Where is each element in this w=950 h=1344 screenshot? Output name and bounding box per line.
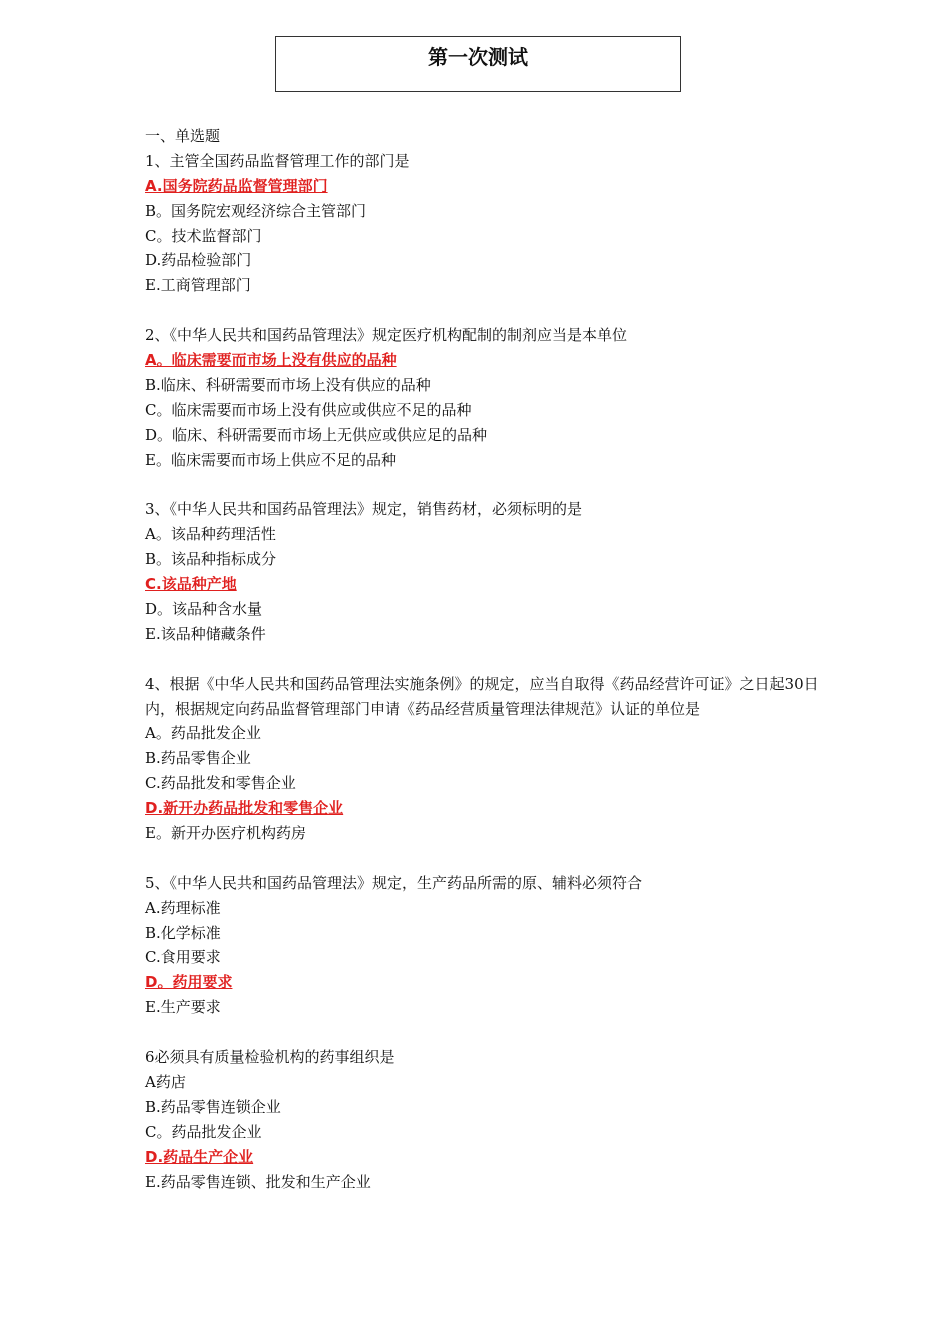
correct-answer-option: A。临床需要而市场上没有供应的品种 [145, 351, 397, 370]
answer-option: B.临床、科研需要而市场上没有供应的品种 [145, 375, 431, 394]
question-spacer [145, 473, 825, 498]
answer-option-row [145, 348, 825, 373]
answer-option: E.生产要求 [145, 998, 221, 1017]
question-spacer [145, 298, 825, 323]
section-heading: 一、单选题 [145, 127, 221, 145]
question-text: 3、《中华人民共和国药品管理法》规定，销售药材，必须标明的是 [145, 500, 583, 519]
correct-answer-option: D。药用要求 [145, 973, 233, 992]
question-block [145, 1045, 825, 1194]
answer-option: D。该品种含水量 [145, 599, 263, 618]
question-text: 6必须具有质量检验机构的药事组织是 [145, 1048, 395, 1067]
answer-option-row [145, 1145, 825, 1170]
answer-option-row [145, 796, 825, 821]
question-list [145, 149, 825, 1195]
question-block [145, 497, 825, 646]
page-title: 第一次测试 [428, 45, 528, 69]
answer-option-row [145, 970, 825, 995]
answer-option: B.药品零售连锁企业 [145, 1097, 281, 1116]
answer-option: E.药品零售连锁、批发和生产企业 [145, 1172, 371, 1191]
answer-option: A.药理标准 [145, 898, 221, 917]
answer-option: D.药品检验部门 [145, 251, 252, 270]
answer-option: A药店 [145, 1072, 186, 1091]
answer-option: D。临床、科研需要而市场上无供应或供应足的品种 [145, 425, 488, 444]
answer-option: E.该品种储藏条件 [145, 624, 266, 643]
question-text: 5、《中华人民共和国药品管理法》规定，生产药品所需的原、辅料必须符合 [145, 873, 643, 892]
answer-option: C.药品批发和零售企业 [145, 774, 296, 793]
question-block [145, 323, 825, 472]
correct-answer-option: C.该品种产地 [145, 575, 237, 594]
question-text: 1、主管全国药品监督管理工作的部门是 [145, 151, 410, 170]
question-block [145, 871, 825, 1020]
answer-option: E.工商管理部门 [145, 276, 251, 295]
answer-option: E。新开办医疗机构药房 [145, 824, 306, 843]
title-box [275, 36, 681, 92]
answer-option: C.食用要求 [145, 948, 221, 967]
answer-option: B。该品种指标成分 [145, 550, 277, 569]
quiz-content [145, 124, 825, 1194]
answer-option: C。药品批发企业 [145, 1122, 262, 1141]
question-text: 4、根据《中华人民共和国药品管理法实施条例》的规定，应当自取得《药品经营许可证》之日起30日内，根据规定向药品监督管理部门申请《药品经营质量管理法律规范》认证的单位是 [145, 674, 819, 718]
answer-option: B.化学标准 [145, 923, 221, 942]
question-spacer [145, 1020, 825, 1045]
answer-option: B.药品零售企业 [145, 749, 251, 768]
answer-option: C。技术监督部门 [145, 226, 262, 245]
answer-option-row [145, 174, 825, 199]
question-block [145, 149, 825, 298]
correct-answer-option: D.药品生产企业 [145, 1147, 254, 1166]
question-text: 2、《中华人民共和国药品管理法》规定医疗机构配制的制剂应当是本单位 [145, 326, 628, 345]
answer-option: A。该品种药理活性 [145, 525, 276, 544]
question-spacer [145, 846, 825, 871]
answer-option-row [145, 572, 825, 597]
answer-option: E。临床需要而市场上供应不足的品种 [145, 450, 396, 469]
answer-option: C。临床需要而市场上没有供应或供应不足的品种 [145, 400, 472, 419]
correct-answer-option: A.国务院药品监督管理部门 [145, 176, 328, 195]
answer-option: A。药品批发企业 [145, 724, 261, 743]
question-spacer [145, 647, 825, 672]
answer-option: B。国务院宏观经济综合主管部门 [145, 201, 367, 220]
correct-answer-option: D.新开办药品批发和零售企业 [145, 799, 344, 818]
question-block [145, 672, 825, 846]
